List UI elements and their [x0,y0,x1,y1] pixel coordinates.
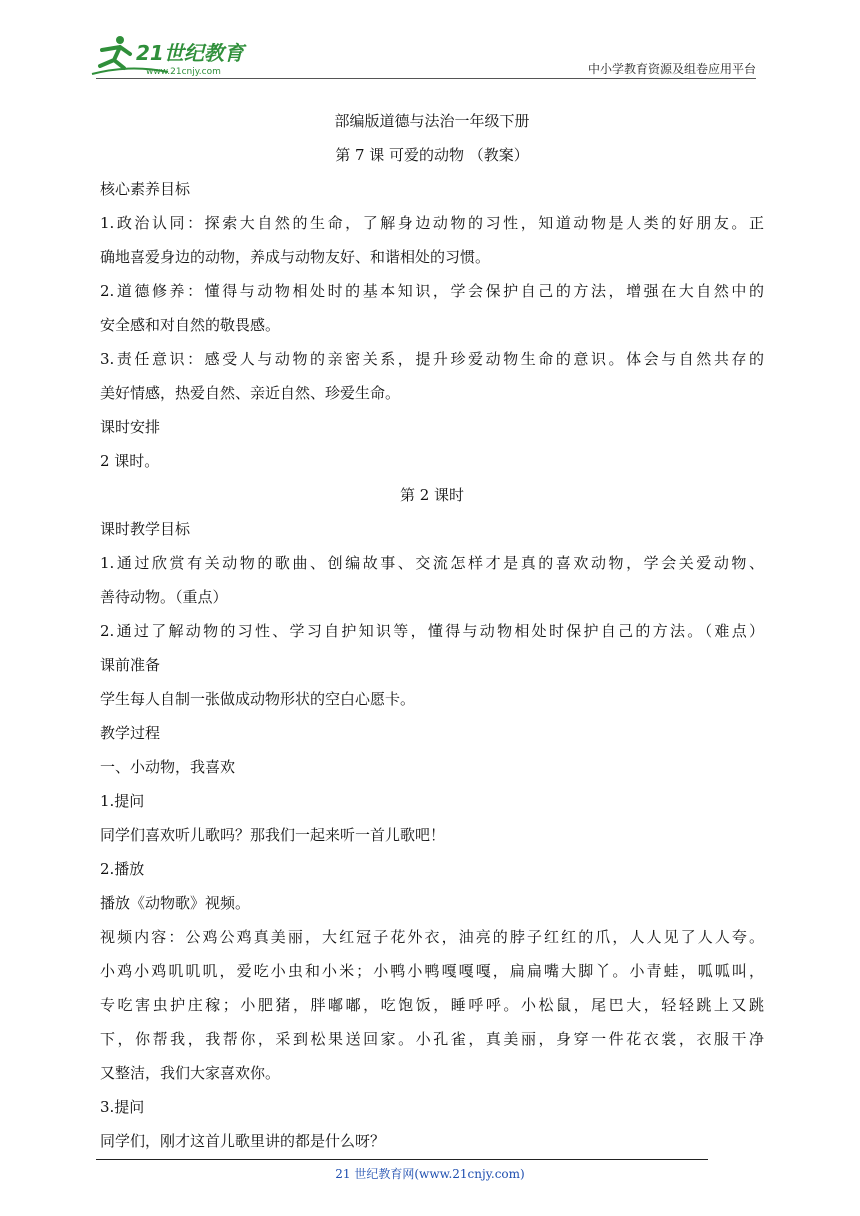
text-line: 课时安排 [100,418,161,436]
text-line: 课时教学目标 [100,520,191,538]
document-lines [100,172,764,1158]
text-line: 2.播放 [100,860,145,878]
text-line: 2 课时。 [100,452,160,470]
text-line: 小鸡小鸡叽叽叽，爱吃小虫和小米；小鸭小鸭嘎嘎嘎，扁扁嘴大脚丫。小青蛙，呱呱叫， [100,962,764,980]
text-line: 2.道德修养：懂得与动物相处时的基本知识，学会保护自己的方法，增强在大自然中的 [100,282,764,300]
text-line: 3.责任意识：感受人与动物的亲密关系，提升珍爱动物生命的意识。体会与自然共存的 [100,350,764,368]
text-line: 同学们喜欢听儿歌吗？那我们一起来听一首儿歌吧！ [100,826,446,844]
text-line: 1.政治认同：探索大自然的生命，了解身边动物的习性，知道动物是人类的好朋友。正 [100,214,764,232]
text-line: 3.提问 [100,1098,145,1116]
document-body [100,104,764,1158]
text-line: 核心素养目标 [100,180,191,198]
text-line: 又整洁，我们大家喜欢你。 [100,1064,281,1082]
text-line: 下，你帮我，我帮你，采到松果送回家。小孔雀，真美丽，身穿一件花衣裳，衣服干净 [100,1030,764,1048]
text-line: 播放《动物歌》视频。 [100,894,251,912]
text-line: 专吃害虫护庄稼；小肥猪，胖嘟嘟，吃饱饭，睡呼呼。小松鼠，尾巴大，轻轻跳上又跳 [100,996,764,1014]
text-line: 安全感和对自然的敬畏感。 [100,316,281,334]
text-line: 确地喜爱身边的动物，养成与动物友好、和谐相处的习惯。 [100,248,491,266]
text-line: 善待动物。（重点） [100,588,228,606]
text-line: 视频内容：公鸡公鸡真美丽，大红冠子花外衣，油亮的脖子红红的爪，人人见了人人夸。 [100,928,764,946]
text-line: 同学们，刚才这首儿歌里讲的都是什么呀？ [100,1132,386,1150]
page-footer: 21 世纪教育网(www.21cnjy.com) [335,1167,525,1181]
text-line: 学生每人自制一张做成动物形状的空白心愿卡。 [100,690,416,708]
text-line: 1.提问 [100,792,145,810]
logo-url: www.21cnjy.com [146,67,221,77]
page-header [0,0,860,80]
logo-text: 21世纪教育 [136,41,244,65]
text-line: 2.通过了解动物的习性、学习自护知识等，懂得与动物相处时保护自己的方法。（难点） [100,622,764,640]
logo [90,34,260,78]
text-line: 一、小动物，我喜欢 [100,758,236,776]
platform-tagline: 中小学教育资源及组卷应用平台 [587,62,756,76]
header-divider [96,78,756,79]
text-line: 课前准备 [100,656,161,674]
text-line: 美好情感，热爱自然、亲近自然、珍爱生命。 [100,384,401,402]
document-title: 部编版道德与法治一年级下册 [334,112,530,130]
text-line: 教学过程 [100,724,161,742]
document-subtitle: 第 7 课 可爱的动物 （教案） [335,146,529,164]
text-line: 1.通过欣赏有关动物的歌曲、创编故事、交流怎样才是真的喜欢动物，学会关爱动物、 [100,554,764,572]
footer-divider [96,1159,708,1160]
text-line: 第 2 课时 [399,486,465,504]
